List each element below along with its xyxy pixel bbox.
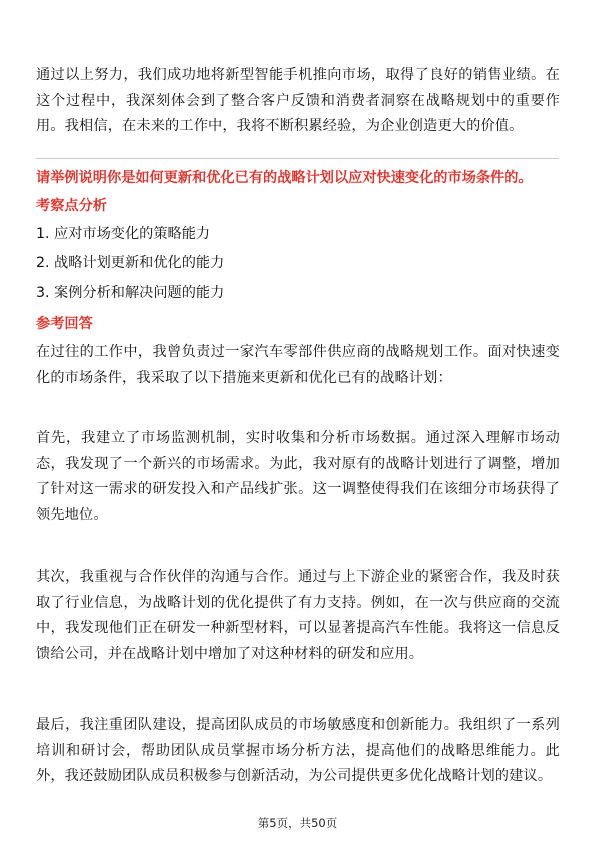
analysis-item: 2. 战略计划更新和优化的能力 [36, 255, 225, 271]
analysis-item: 1. 应对市场变化的策略能力 [36, 226, 211, 242]
interview-question: 请举例说明你是如何更新和优化已有的战略计划以应对快速变化的市场条件的。 [36, 170, 533, 186]
answer-paragraph: 首先，我建立了市场监测机制，实时收集和分析市场数据。通过深入理解市场动态，我发现了一个新兴的市场需求。为此，我对原有的战略计划进行了调整，增加了针对这一需求的研发投入和产品线扩张。这一调整使得我们在该细分市场获得了领先地位。 [36, 430, 560, 523]
answer-paragraph: 其次，我重视与合作伙伴的沟通与合作。通过与上下游企业的紧密合作，我及时获取了行业信息，为战略计划的优化提供了有力支持。例如，在一次与供应商的交流中，我发现他们正在研发一种新型材料，可以显著提高汽车性能。我将这一信息反馈给公司，并在战略计划中增加了对这种材料的研发和应用。 [36, 569, 560, 662]
analysis-item: 3. 案例分析和解决问题的能力 [36, 285, 225, 301]
answer-heading: 参考回答 [36, 316, 93, 332]
page-number-footer: 第5页，共50页 [257, 816, 338, 830]
answer-paragraph: 在过往的工作中，我曾负责过一家汽车零部件供应商的战略规划工作。面对快速变化的市场条件，我采取了以下措施来更新和优化已有的战略计划： [36, 344, 560, 386]
analysis-heading: 考察点分析 [36, 198, 107, 214]
section-divider [36, 158, 559, 159]
answer-paragraph: 最后，我注重团队建设，提高团队成员的市场敏感度和创新能力。我组织了一系列培训和研讨会，帮助团队成员掌握市场分析方法，提高他们的战略思维能力。此外，我还鼓励团队成员积极参与创新活动，为公司提供更多优化战略计划的建议。 [36, 717, 560, 784]
intro-paragraph: 通过以上努力，我们成功地将新型智能手机推向市场，取得了良好的销售业绩。在这个过程中，我深刻体会到了整合客户反馈和消费者洞察在战略规划中的重要作用。我相信，在未来的工作中，我将不断积累经验，为企业创造更大的价值。 [36, 67, 560, 134]
